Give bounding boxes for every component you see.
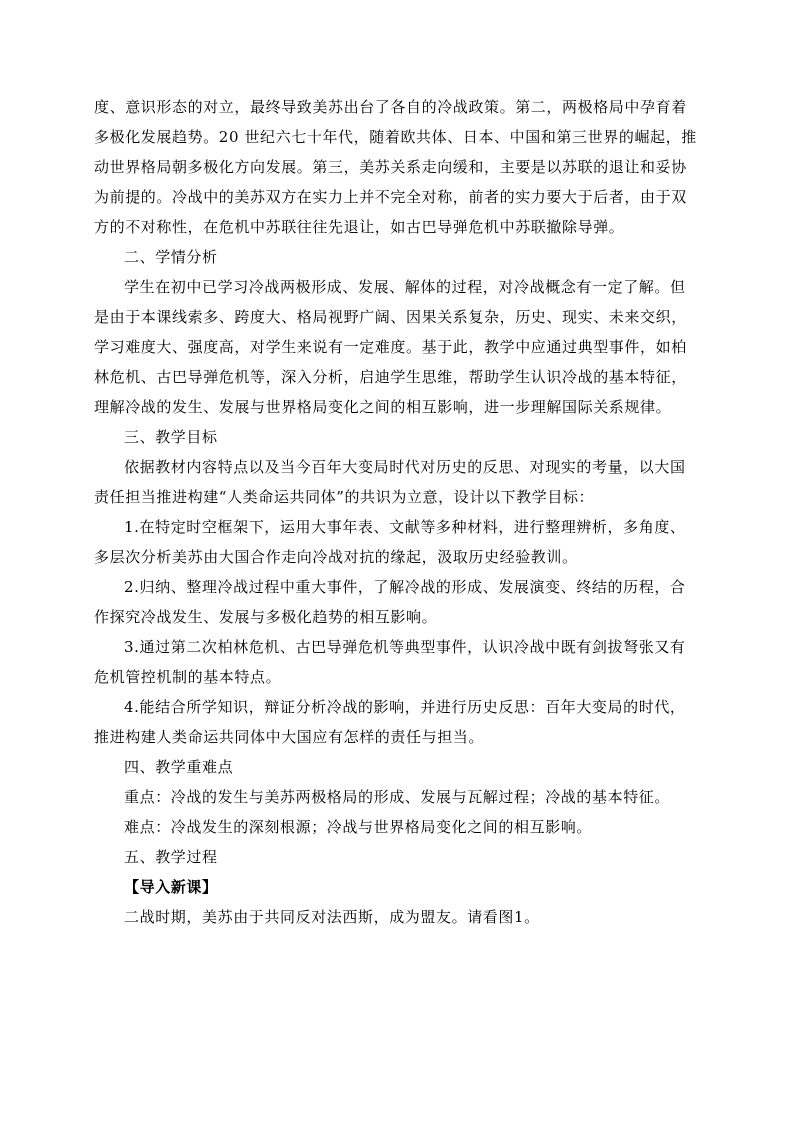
text-line: 依据教材内容特点以及当今百年大变局时代对历史的反思、对现实的考量，以大国 xyxy=(124,458,686,476)
text-line: 【导入新课】 xyxy=(124,878,218,896)
text-line: 危机管控机制的基本特点。 xyxy=(94,668,282,686)
text-line: 动世界格局朝多极化方向发展。第三，美苏关系走向缓和，主要是以苏联的退让和妥协 xyxy=(94,158,687,176)
text-line: 二战时期，美苏由于共同反对法西斯，成为盟友。请看图1。 xyxy=(124,908,540,926)
text-line: 是由于本课线索多、跨度大、格局视野广阔、因果关系复杂，历史、现实、未来交织， xyxy=(94,308,687,326)
text-line: 重点：冷战的发生与美苏两极格局的形成、发展与瓦解过程；冷战的基本特征。 xyxy=(124,788,671,806)
document-body xyxy=(94,92,700,932)
text-line: 林危机、古巴导弹危机等，深入分析，启迪学生思维，帮助学生认识冷战的基本特征， xyxy=(94,368,687,386)
text-line: 多极化发展趋势。20 世纪六七十年代，随着欧共体、日本、中国和第三世界的崛起，推 xyxy=(94,128,697,146)
text-line: 理解冷战的发生、发展与世界格局变化之间的相互影响，进一步理解国际关系规律。 xyxy=(94,398,672,416)
text-line: 难点：冷战发生的深刻根源；冷战与世界格局变化之间的相互影响。 xyxy=(124,818,593,836)
text-line: 1.在特定时空框架下，运用大事年表、文献等多种材料，进行整理辨析，多角度、 xyxy=(124,518,686,536)
text-line: 责任担当推进构建“人类命运共同体”的共识为立意，设计以下教学目标： xyxy=(94,488,595,506)
text-line: 学生在初中已学习冷战两极形成、发展、解体的过程，对冷战概念有一定了解。但 xyxy=(124,278,686,296)
text-line: 2.归纳、整理冷战过程中重大事件，了解冷战的形成、发展演变、终结的历程，合 xyxy=(124,578,686,596)
text-line: 推进构建人类命运共同体中大国应有怎样的责任与担当。 xyxy=(94,728,485,746)
text-line: 四、教学重难点 xyxy=(124,758,234,776)
text-line: 学习难度大、强度高，对学生来说有一定难度。基于此，教学中应通过典型事件，如柏 xyxy=(94,338,687,356)
text-line: 二、学情分析 xyxy=(124,248,218,266)
text-line: 作探究冷战发生、发展与多极化趋势的相互影响。 xyxy=(94,608,438,626)
text-line: 多层次分析美苏由大国合作走向冷战对抗的缘起，汲取历史经验教训。 xyxy=(94,548,578,566)
text-line: 度、意识形态的对立，最终导致美苏出台了各自的冷战政策。第二，两极格局中孕育着 xyxy=(94,98,687,116)
text-line: 3.通过第二次柏林危机、古巴导弹危机等典型事件，认识冷战中既有剑拔弩张又有 xyxy=(124,638,686,656)
text-line: 五、教学过程 xyxy=(124,848,218,866)
text-line: 三、教学目标 xyxy=(124,428,218,446)
text-line: 方的不对称性，在危机中苏联往往先退让，如古巴导弹危机中苏联撤除导弹。 xyxy=(94,218,625,236)
text-line: 为前提的。冷战中的美苏双方在实力上并不完全对称，前者的实力要大于后者，由于双 xyxy=(94,188,687,206)
text-line: 4.能结合所学知识，辩证分析冷战的影响，并进行历史反思：百年大变局的时代， xyxy=(124,698,686,716)
